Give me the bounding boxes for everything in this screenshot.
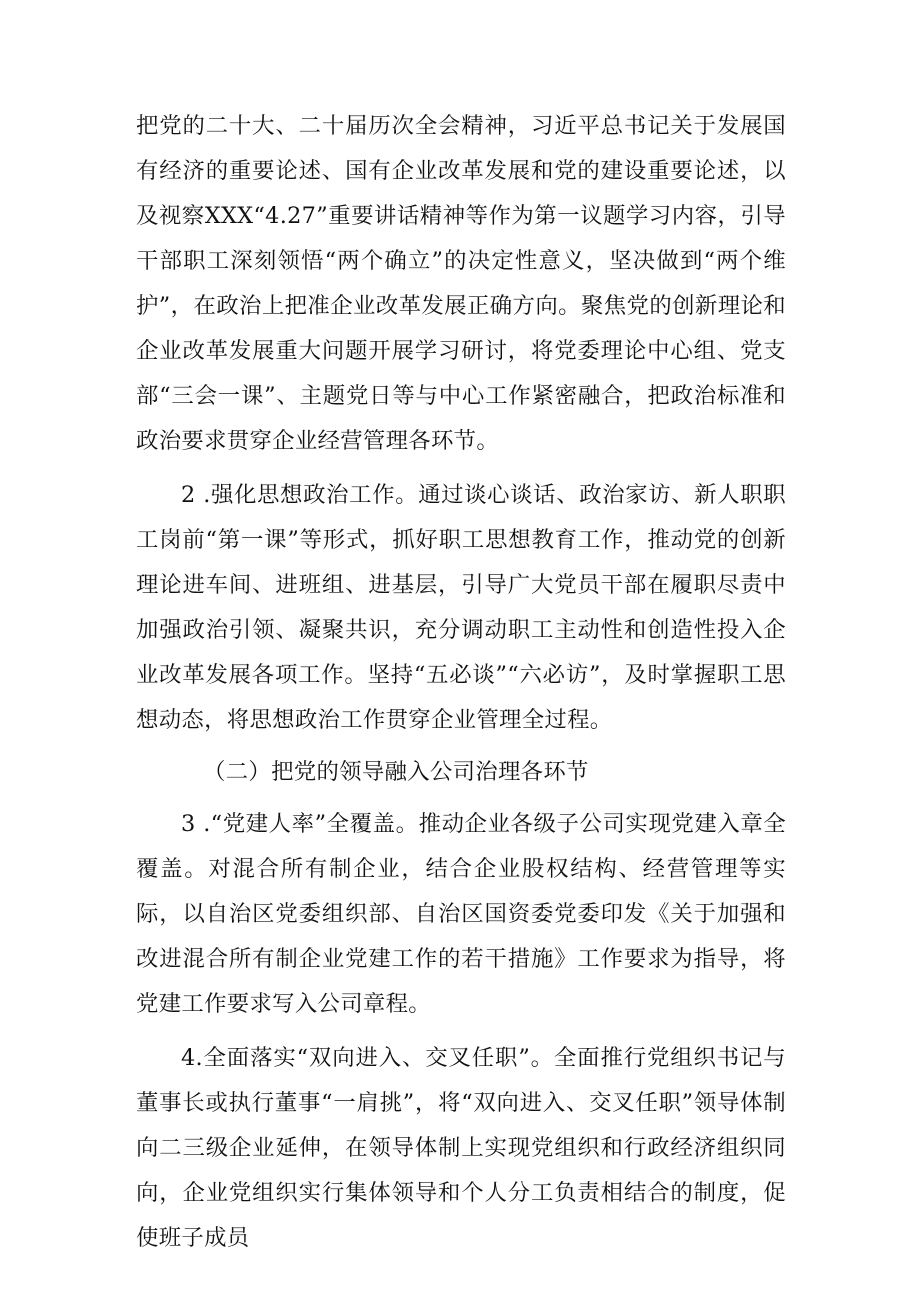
paragraph-study-content: 把党的二十大、二十届历次全会精神，习近平总书记关于发展国有经济的重要论述、国有企业改革发展和党的建设重要论述，以及视察XXX“4.27”重要讲话精神等作为第一议题学习内容，引导干部职工深刻领悟“两个确立”的决定性意义，坚决做到“两个维护”，在政治上把准企业改革发展正确方向。聚焦党的创新理论和企业改革发展重大问题开展学习研讨，将党委理论中心组、党支部“三会一课”、主题党日等与中心工作紧密融合，把政治标准和政治要求贯穿企业经营管理各环节。: [136, 113, 786, 454]
paragraph-dual-entry: 4.全面落实“双向进入、交叉任职”。全面推行党组织书记与董事长或执行董事“一肩挑”，将“双向进入、交叉任职”领导体制向二三级企业延伸，在领导体制上实现党组织和行政经济组织同向，企业党组织实行集体领导和个人分工负责相结合的制度，促使班子成员: [136, 1045, 786, 1251]
paragraph-ideological-work: 2 .强化思想政治工作。通过谈心谈话、政治家访、新人职职工岗前“第一课”等形式，抓好职工思想教育工作，推动党的创新理论进车间、进班组、进基层，引导广大党员干部在履职尽责中加强政治引领、凝聚共识，充分调动职工主动性和创造性投入企业改革发展各项工作。坚持“五必谈”“六必访”，及时掌握职工思想动态，将思想政治工作贯穿企业管理全过程。: [136, 482, 786, 733]
document-body: [136, 104, 786, 1261]
paragraph-party-charter: 3 .“党建人率”全覆盖。推动企业各级子公司实现党建入章全覆盖。对混合所有制企业，结合企业股权结构、经营管理等实际，以自治区党委组织部、自治区国资委党委印发《关于加强和改进混合所有制企业党建工作的若干措施》工作要求为指导，将党建工作要求写入公司章程。: [136, 811, 786, 1017]
section-heading: （二）把党的领导融入公司治理各环节: [203, 759, 589, 785]
